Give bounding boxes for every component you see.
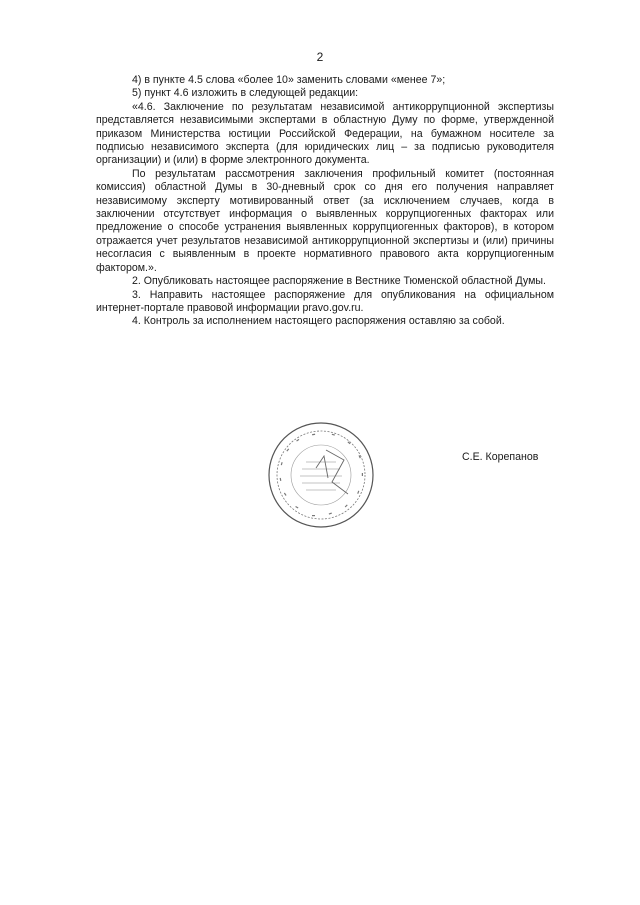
paragraph-4-6-text: «4.6. Заключение по результатам независимой антикоррупционной экспертизы представляется независимыми экспертами в областную Думу по форме, утвержденной приказом Министерства юстиции Российской Федерации, на бумажном носителе за подписью независимого эксперта (для юридических лиц – за подписью руководителя организации) и (или) в форме электронного документа. bbox=[96, 100, 554, 167]
paragraph-amend-4-6-intro: 5) пункт 4.6 изложить в следующей редакции: bbox=[132, 87, 359, 100]
paragraph-4-6-response: По результатам рассмотрения заключения профильный комитет (постоянная комиссия) областной Думы в 30-дневный срок со дня его получения направляет независимому эксперту мотивированный ответ (за исключением случаев, когда в заключении отсутствует информация о выявленных коррупциогенных факторах или предложение о способе устранения выявленных коррупциогенных факторов), в котором отражается учет результатов независимой антикоррупционной экспертизы и (или) причины несогласия с выявленным в проекте нормативного правового акта коррупциогенным фактором.». bbox=[96, 167, 554, 274]
page-number: 2 bbox=[316, 50, 324, 64]
document-body bbox=[96, 74, 554, 329]
paragraph-control: 4. Контроль за исполнением настоящего распоряжения оставляю за собой. bbox=[132, 315, 505, 328]
paragraph-amend-4-5: 4) в пункте 4.5 слова «более 10» заменить словами «менее 7»; bbox=[132, 74, 446, 86]
paragraph-publish-vestnik: 2. Опубликовать настоящее распоряжение в Вестнике Тюменской областной Думы. bbox=[132, 275, 546, 288]
official-seal-stamp bbox=[266, 420, 376, 530]
signatory-name: С.Е. Корепанов bbox=[462, 451, 539, 463]
paragraph-publish-portal: 3. Направить настоящее распоряжение для опубликования на официальном интернет-портале правовой информации pravo.gov.ru. bbox=[96, 288, 554, 314]
